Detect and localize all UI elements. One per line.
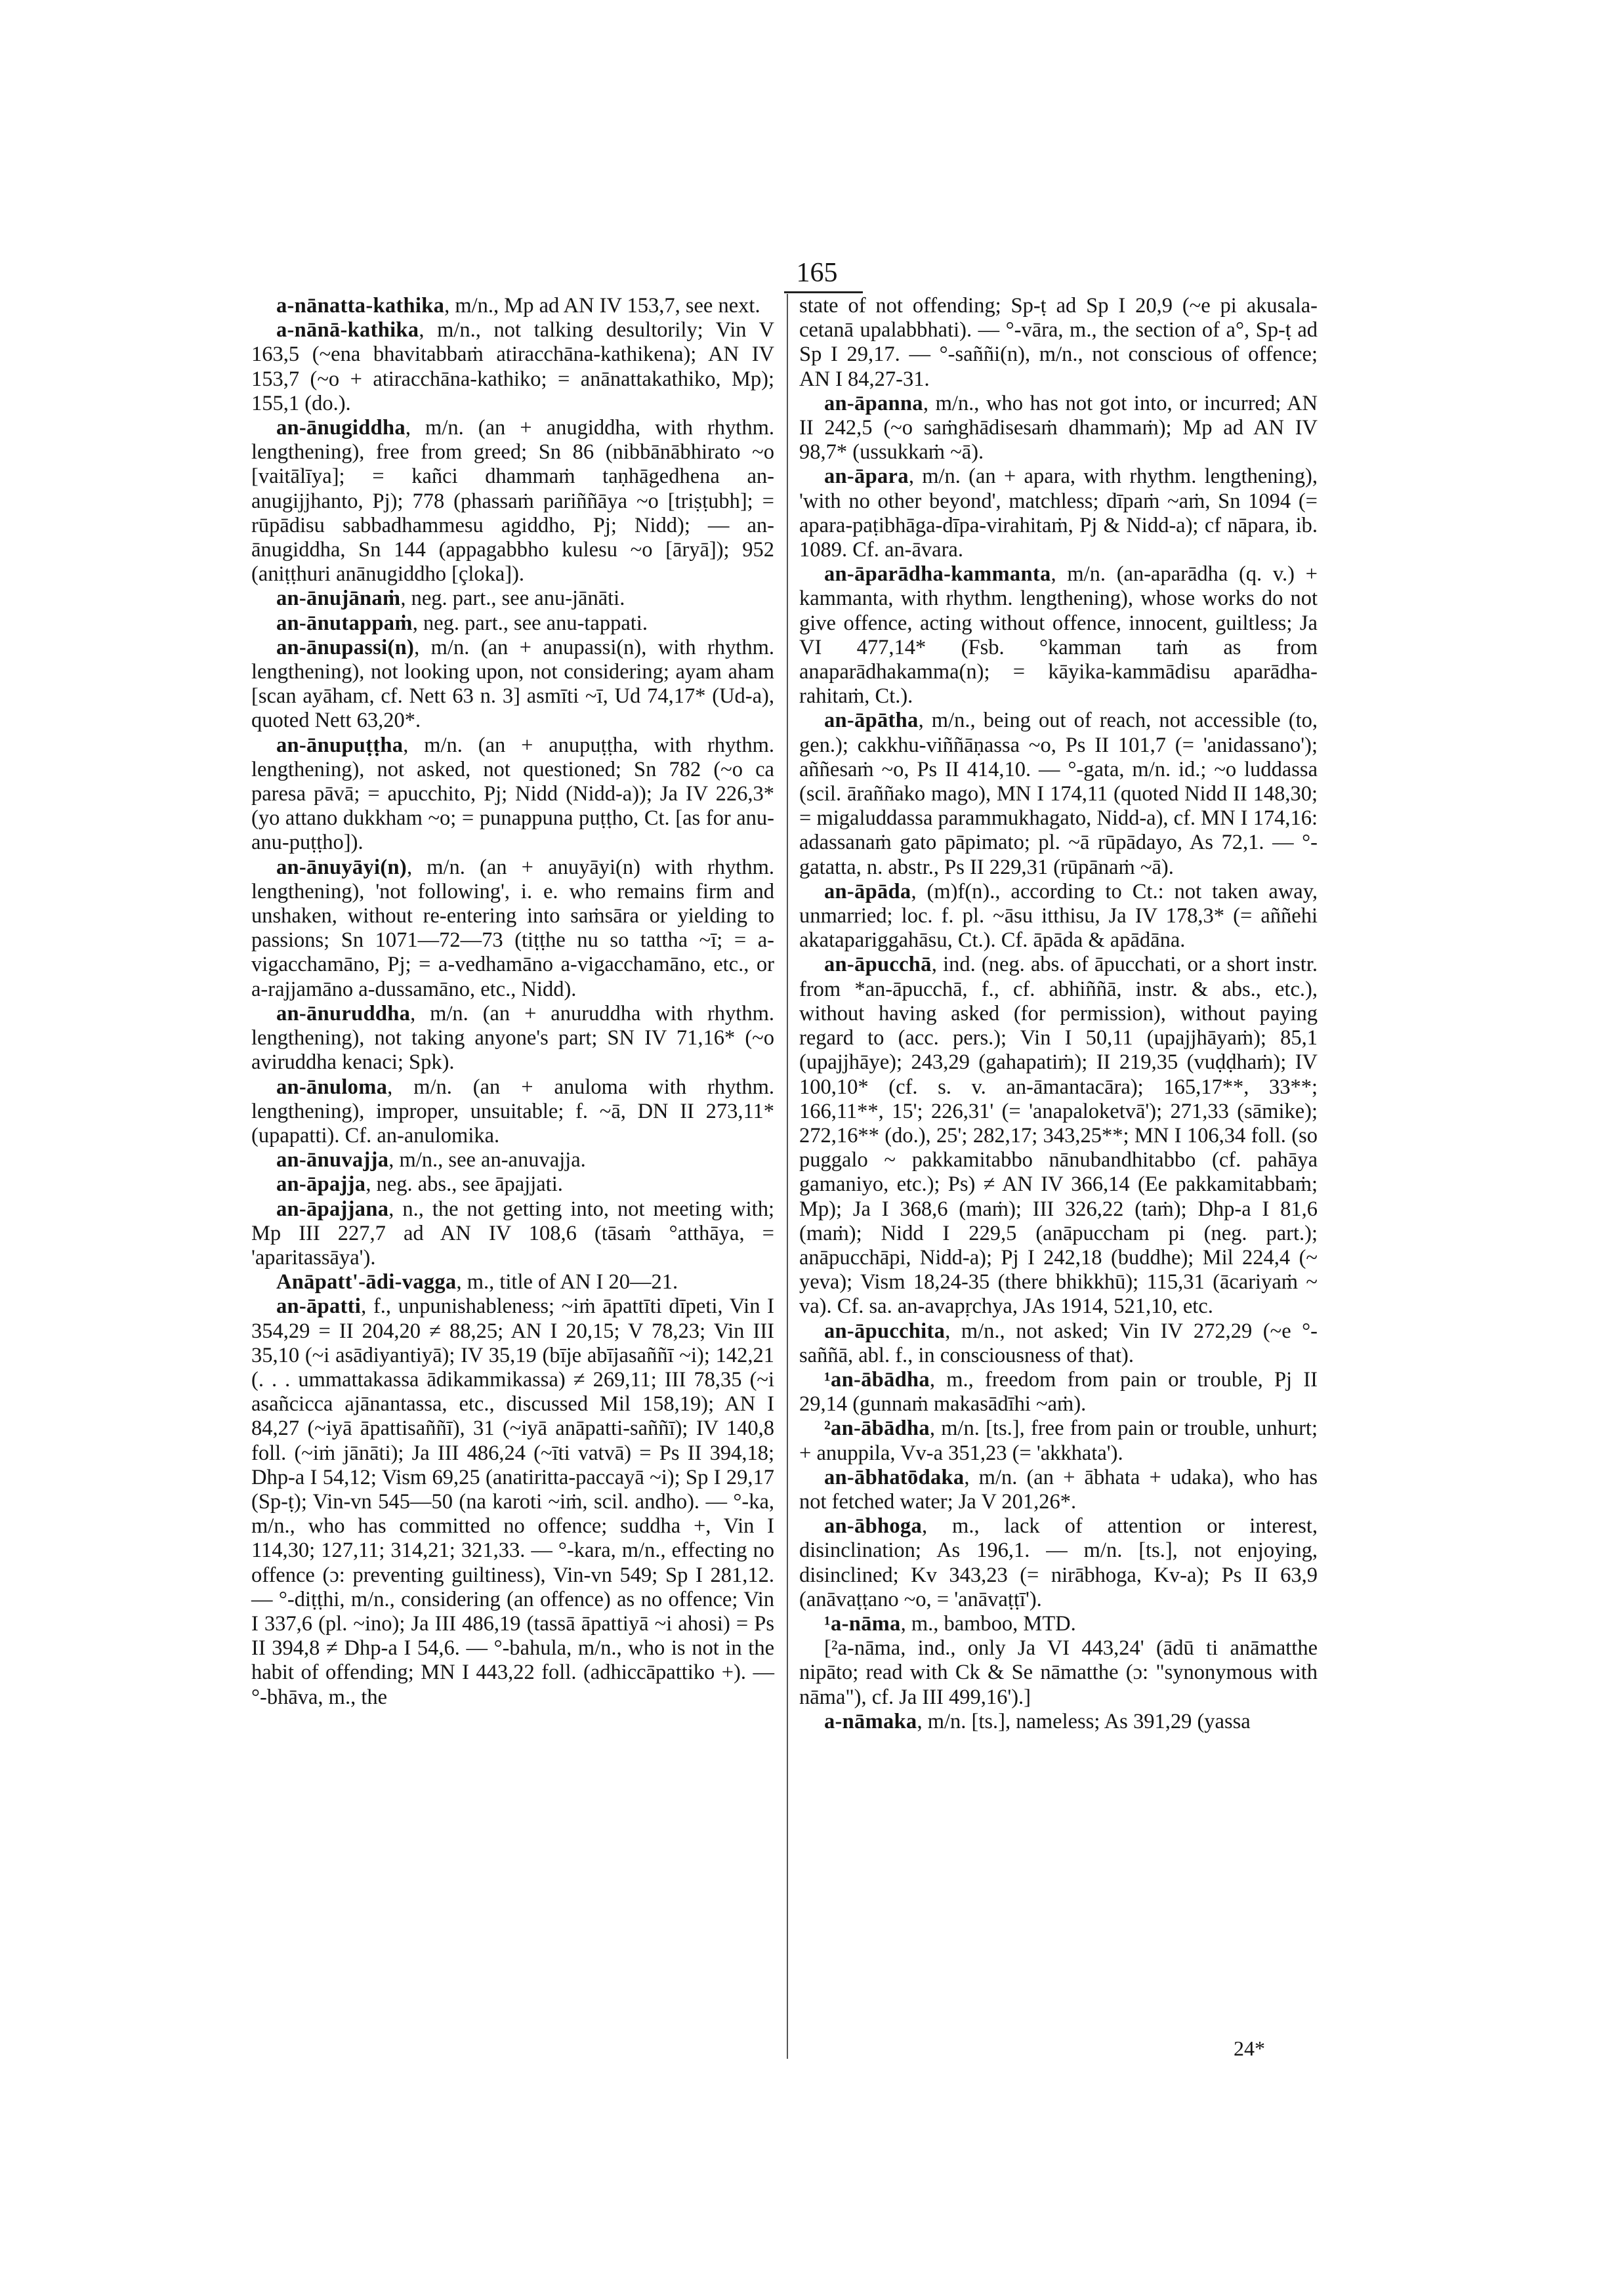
entry-body: , ind. (neg. abs. of āpucchati, or a short instr. from *an-āpucchā, f., cf. abhiññā, instr. & abs., etc.), without having asked (for permission), without paying regard to (acc. pers.); Vin I 50,11 (upajjhāyaṁ); 85,1 (upajjhāye); 243,29 (gahapatiṁ); II 219,35 (vuḍḍhaṁ); IV 100,10* (cf. s. v. an-āmantacāra); 165,17**, 33**; 166,11**, 15'; 226,31' (= 'anapaloketvā'); 271,33 (sāmike); 272,16** (do.), 25'; 282,17; 343,25**; MN I 106,34 foll. (so puggalo ~ pakkamitabbo nānubandhitabbo (cf. pahāya gamaniyo, etc.); Ps) ≠ AN IV 366,14 (Ee pakkamitabbaṁ; Mp); Ja I 368,6 (maṁ); III 326,22 (taṁ); Dhp-a I 81,6 (maṁ); Nidd I 229,5 (anāpuccham pi (neg. part.); anāpucchāpi, Nidd-a); Pj I 242,18 (buddhe); Mil 224,4 (~ yeva); Vism 18,24-35 (there bhikkhū); 115,31 (ācariyaṁ ~ va). Cf. sa. an-avapṛchya, JAs 1914, 521,10, etc. (799, 953, 1318, 1319)
dictionary-entry (799, 1514, 1318, 1612)
entry-body: , m/n., being out of reach, not accessible (to, gen.); cakkhu-viññāṇassa ~o, Ps II 101,7 (= 'anidassano'); aññesaṁ ~o, Ps II 414,10. — °-gata, m/n. id.; ~o luddassa (scil. āraññako mago), MN I 174,11 (quoted Nidd II 148,30; = migaluddassa parammukhagato, Nidd-a), cf. MN I 174,16: adassanaṁ gato pāpimato; pl. ~ā rūpādayo, As 72,1. — °-gatatta, n. abstr., Ps II 229,31 (rūpānaṁ ~ā). (799, 709, 1318, 879)
entry-headword: an-ānupassi(n) (276, 635, 415, 659)
entry-body: , m/n. (an + anupassi(n), with rhythm. lengthening), not looking upon, not considering; ayam aham [scan ayāham, cf. Nett 63 n. 3] asmīti ~ī, Ud 74,17* (Ud-a), quoted Nett 63,20*. (251, 635, 774, 733)
entry-body: , m/n., Mp ad AN IV 153,7, see next. (444, 294, 760, 318)
entry-headword: ²an-ābādha (824, 1416, 930, 1441)
entry-body: , m/n. (an + anupuṭṭha, with rhythm. lengthening), not asked, not questioned; Sn 782 (~o ca paresa pāvā; = apucchito, Pj; Nidd (Nidd-a)); Ja IV 226,3* (yo attano dukkham ~o; = punappuna puṭṭho, Ct. [as for anu-anu-puṭṭho]). (251, 733, 774, 855)
dictionary-entry (799, 294, 1318, 392)
entry-headword: a-nānā-kathika (276, 318, 419, 342)
dictionary-entry (799, 465, 1318, 562)
entry-headword: an-ābhatōdaka (824, 1465, 965, 1489)
dictionary-entry (799, 880, 1318, 953)
entry-body: , m., bamboo, MTD. (900, 1611, 1076, 1636)
dictionary-entry (799, 562, 1318, 709)
dictionary-entry (251, 1294, 774, 1709)
dictionary-entry (799, 1416, 1318, 1465)
entry-body: , (m)f(n)., according to Ct.: not taken away, unmarried; loc. f. pl. ~āsu itthisu, Ja IV 178,3* (= aññehi akatapariggahāsu, Ct.). Cf. āpāda & apādāna. (799, 879, 1318, 953)
signature-mark: 24* (1234, 2037, 1265, 2060)
entry-body: , m., lack of attention or interest, disinclination; As 196,1. — m/n. [ts.], not enjoying, disinclined; Kv 343,23 (= nirābhoga, Kv-a); Ps II 63,9 (anāvaṭṭano ~o, = 'anāvaṭṭī'). (799, 1514, 1318, 1611)
entry-headword: an-āparādha-kammanta (824, 562, 1051, 587)
entry-body: , m/n. (an + anugiddha, with rhythm. lengthening), free from greed; Sn 86 (nibbānābhirato ~o [vaitālīya]; = kañci dhammaṁ taṇhāgedhena an-anugijjhanto, Pj); 778 (phassaṁ pariññāya ~o [triṣṭubh]; = rūpādisu sabbadhammesu agiddho, Pj; Nidd); — an-ānugiddha, Sn 144 (appagabbho kulesu ~o [āryā]); 952 (aniṭṭhuri anānugiddho [çloka]). (251, 416, 774, 587)
entry-body: , m/n. (an + anuloma with rhythm. lengthening), improper, unsuitable; f. ~ā, DN II 273,11* (upapatti). Cf. an-anulomika. (251, 1075, 774, 1148)
entry-headword: an-ānujānaṁ (276, 587, 401, 611)
entry-headword: ¹an-ābādha (824, 1367, 930, 1392)
dictionary-entry (251, 856, 774, 1002)
entry-headword: an-ābhoga (824, 1514, 922, 1539)
page-number: 165 (796, 258, 838, 288)
entry-headword: ¹a-nāma (824, 1611, 901, 1636)
entry-body: , m/n. (an-aparādha (q. v.) + kammanta, with rhythm. lengthening), whose works do not give offence, acting without offence, innocent, guiltless; Ja VI 477,14* (Fsb. °kamman taṁ as from anaparādhakamma(n); = kāyika-kammādisu aparādha-rahitaṁ, Ct.). (799, 562, 1318, 709)
entry-body: , f., unpunishableness; ~iṁ āpattīti dīpeti, Vin I 354,29 = II 204,20 ≠ 88,25; AN I 20,15; V 78,23; Vin III 35,10 (~i asādiyantiyā); IV 35,19 (bīje abījasaññī ~i); 142,21 (. . . ummattakassa ādikammikassa) ≠ 269,11; III 78,35 (~i asañcicca ajānantassa, etc., discussed Mil 158,19); AN I 84,27 (~iyā āpattisaññī), 31 (~iyā anāpatti-saññī); IV 140,8 foll. (~iṁ jānāti); Ja III 486,24 (~īti vatvā) = Ps II 394,18; Dhp-a I 54,12; Vism 69,25 (anatiritta-paccayā ~i); Sp I 29,17 (Sp-ṭ); Vin-vn 545—50 (na karoti ~iṁ, scil. andho). — °-ka, m/n., who has committed no offence; suddha +, Vin I 114,30; 127,11; 314,21; 321,33. — °-kara, m/n., effecting no offence (ɔ: preventing guiltiness), Vin-vn 549; Sp I 281,12. — °-diṭṭhi, m/n., considering (an offence) as no offence; Vin I 337,6 (pl. ~ino); Ja III 486,19 (tassā āpattiyā ~i ahosi) = Ps II 394,8 ≠ Dhp-a I 54,6. — °-bahula, m/n., who is not in the habit of offending; MN I 443,22 foll. (adhiccāpattiko +). — °-bhāva, m., the (251, 1294, 774, 1709)
entry-body: , m., title of AN I 20—21. (456, 1270, 678, 1294)
dictionary-entry (251, 318, 774, 416)
dictionary-entry (251, 1197, 774, 1271)
entry-headword: an-ānuloma (276, 1075, 388, 1099)
dictionary-entry (799, 709, 1318, 879)
dictionary-entry (799, 1319, 1318, 1368)
entry-body: , m/n. (an + anuyāyi(n) with rhythm. lengthening), 'not following', i. e. who remains firm and unshaken, without re-entering into saṁsāra or yielding to passions; Sn 1071—72—73 (tiṭṭhe nu so tattha ~ī; = a-vigacchamāno, Pj; = a-vedhamāno a-vigacchamāno, etc., or a-rajjamāno a-dussamāno, etc., Nidd). (251, 855, 774, 1001)
dictionary-entry (251, 1075, 774, 1149)
entry-body: , m/n., see an-anuvajja. (388, 1148, 586, 1172)
entry-body: state of not offending; Sp-ṭ ad Sp I 20,9 (~e pi akusala-cetanā upalabbhati). — °-vāra, m., the section of a°, Sp-ṭ ad Sp I 29,17. — °-saññi(n), m/n., not conscious of offence; AN I 84,27-31. (799, 294, 1318, 391)
entry-headword: an-āpara (824, 465, 909, 489)
right-column (799, 294, 1318, 1734)
entry-body: , neg. part., see anu-tappati. (412, 611, 648, 635)
entry-headword: an-ānuyāyi(n) (276, 855, 407, 879)
entry-headword: an-āpucchā (824, 953, 932, 977)
dictionary-entry (251, 1002, 774, 1075)
entry-body: , m/n., who has not got into, or incurred; AN II 242,5 (~o saṁghādisesaṁ dhammaṁ); Mp ad AN IV 98,7* (ussukkaṁ ~ā). (799, 391, 1318, 465)
entry-headword: an-ānupuṭṭha (276, 733, 404, 757)
entry-headword: an-ānugiddha (276, 416, 406, 440)
entry-headword: Anāpatt'-ādi-vagga (276, 1270, 457, 1294)
dictionary-entry (251, 416, 774, 587)
dictionary-entry (251, 1172, 774, 1197)
entry-body: , m/n., not talking desultorily; Vin V 163,5 (~ena bhavitabbaṁ atiracchāna-kathikena); AN IV 153,7 (~o + atiracchāna-kathiko; = anānattakathiko, Mp); 155,1 (do.). (251, 318, 774, 415)
entry-body: , m., freedom from pain or trouble, Pj II 29,14 (gunnaṁ makasādīhi ~aṁ). (799, 1367, 1318, 1416)
dictionary-entry (799, 953, 1318, 1319)
dictionary-entry (799, 1636, 1318, 1710)
dictionary-entry (251, 734, 774, 856)
column-divider (787, 294, 788, 2059)
dictionary-entry (251, 1270, 774, 1294)
entry-body: , neg. abs., see āpajjati. (365, 1172, 563, 1197)
entry-headword: a-nānatta-kathika (276, 294, 445, 318)
entry-headword: a-nāmaka (824, 1709, 917, 1733)
entry-headword: an-ānuruddha (276, 1001, 411, 1025)
entry-headword: an-ānutappaṁ (276, 611, 413, 635)
entry-headword: an-āpucchita (824, 1319, 946, 1343)
entry-headword: an-āpajja (276, 1172, 366, 1197)
dictionary-entry (251, 636, 774, 734)
dictionary-entry (799, 1710, 1318, 1734)
entry-headword: an-āpāda (824, 879, 911, 903)
entry-headword: an-āpajjana (276, 1197, 389, 1221)
dictionary-entry (799, 1368, 1318, 1416)
entry-body: [²a-nāma, ind., only Ja VI 443,24' (ādū ti anāmatthe nipāto; read with Ck & Se nāmatthe (ɔ: "synonymous with nāma"), cf. Ja III 499,16').] (799, 1636, 1318, 1709)
entry-headword: an-āpatti (276, 1294, 362, 1319)
dictionary-entry (251, 611, 774, 636)
entry-headword: an-āpanna (824, 391, 923, 415)
entry-body: , m/n. [ts.], free from pain or trouble, unhurt; + anuppila, Vv-a 351,23 (= 'akkhata'). (799, 1416, 1318, 1465)
entry-body: , m/n. (an + anuruddha with rhythm. lengthening), not taking anyone's part; SN IV 71,16* (~o aviruddha kenaci; Spk). (251, 1001, 774, 1075)
dictionary-entry (799, 1612, 1318, 1636)
entry-body: , m/n. (an + ābhata + udaka), who has not fetched water; Ja V 201,26*. (799, 1465, 1318, 1514)
entry-headword: an-ānuvajja (276, 1148, 389, 1172)
left-column (251, 294, 774, 1710)
page-number-rule (784, 291, 863, 293)
entry-body: , m/n. [ts.], nameless; As 391,29 (yassa (917, 1709, 1251, 1733)
dictionary-entry (251, 1148, 774, 1172)
entry-body: , m/n. (an + apara, with rhythm. lengthening), 'with no other beyond', matchless; dīpaṁ ~aṁ, Sn 1094 (= apara-paṭibhāga-dīpa-virahitaṁ, Pj & Nidd-a); cf nāpara, ib. 1089. Cf. an-āvara. (799, 465, 1318, 562)
entry-body: , m/n., not asked; Vin IV 272,29 (~e °-saññā, abl. f., in consciousness of that). (799, 1319, 1318, 1367)
entry-body: , n., the not getting into, not meeting with; Mp III 227,7 ad AN IV 108,6 (tāsaṁ °atthāya, = 'aparitassāya'). (251, 1197, 774, 1270)
dictionary-entry (799, 1466, 1318, 1514)
dictionary-entry (251, 587, 774, 611)
entry-headword: an-āpātha (824, 709, 919, 733)
dictionary-entry (251, 294, 774, 318)
entry-body: , neg. part., see anu-jānāti. (400, 587, 625, 611)
dictionary-entry (799, 392, 1318, 465)
